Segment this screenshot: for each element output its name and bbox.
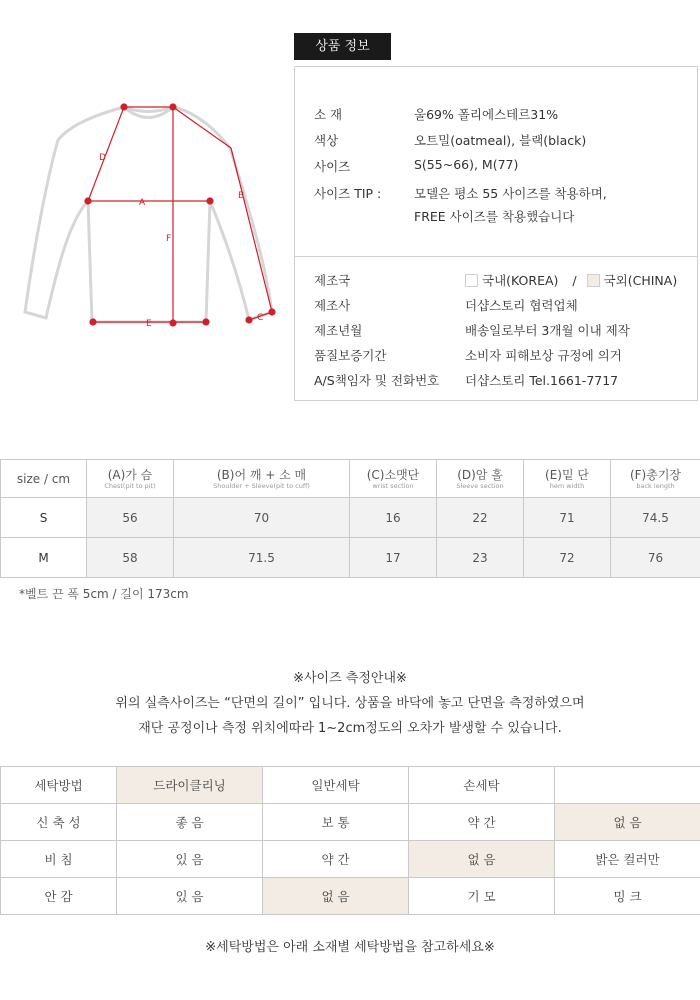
size-table xyxy=(0,459,700,578)
wash-cell: 비 침 xyxy=(1,841,117,878)
table-row xyxy=(1,767,700,804)
wash-footer: ※세탁방법은 아래 소재별 세탁방법을 참고하세요※ xyxy=(205,940,495,955)
info-value-size-tip: 모델은 평소 55 사이즈를 착용하며, xyxy=(414,186,607,201)
size-header-cell: size / cm xyxy=(1,460,87,498)
size-table-header xyxy=(1,460,700,498)
wash-cell: 기 모 xyxy=(409,878,555,915)
wash-cell: 없 음 xyxy=(555,804,700,841)
product-info-divider xyxy=(294,256,698,257)
wash-cell: 있 음 xyxy=(117,878,263,915)
info-label-color: 색상 xyxy=(314,133,339,148)
info-label-size: 사이즈 xyxy=(314,159,351,174)
wash-table xyxy=(0,766,700,915)
info-label-as: A/S책임자 및 전화번호 xyxy=(314,373,440,388)
china-checkbox xyxy=(587,274,600,287)
info-value-country xyxy=(465,271,677,289)
label-a: A xyxy=(139,198,146,208)
measure-lines xyxy=(85,104,275,326)
size-cell: M xyxy=(1,538,87,578)
sweater-diagram xyxy=(20,95,285,335)
size-cell: 74.5 xyxy=(611,498,700,538)
size-cell: 58 xyxy=(87,538,174,578)
wash-cell: 약 간 xyxy=(409,804,555,841)
size-header-cell: (A)가 슴 Chest(pit to pit) xyxy=(87,460,174,498)
size-cell: S xyxy=(1,498,87,538)
size-cell: 17 xyxy=(350,538,437,578)
wash-cell: 있 음 xyxy=(117,841,263,878)
wash-cell: 일반세탁 xyxy=(263,767,409,804)
table-row xyxy=(1,804,700,841)
wash-cell: 없 음 xyxy=(263,878,409,915)
guide-line-1: 위의 실측사이즈는 “단면의 길이” 입니다. 상품을 바닥에 놓고 단면을 측정하였으며 xyxy=(115,696,585,711)
size-cell: 72 xyxy=(524,538,611,578)
size-cell: 22 xyxy=(437,498,524,538)
wash-cell: 좋 음 xyxy=(117,804,263,841)
wash-cell: 없 음 xyxy=(409,841,555,878)
size-cell: 71.5 xyxy=(174,538,350,578)
table-row xyxy=(1,498,700,538)
wash-cell: 밍 크 xyxy=(555,878,700,915)
info-label-date: 제조년월 xyxy=(314,323,363,338)
info-value-size: S(55~66), M(77) xyxy=(414,157,519,172)
wash-cell: 보 통 xyxy=(263,804,409,841)
info-label-country: 제조국 xyxy=(314,273,351,288)
sweater-outline xyxy=(25,107,272,322)
korea-checkbox xyxy=(465,274,478,287)
size-cell: 23 xyxy=(437,538,524,578)
country-korea: 국내(KOREA) xyxy=(482,273,559,288)
wash-cell: 안 감 xyxy=(1,878,117,915)
size-cell: 71 xyxy=(524,498,611,538)
info-value-size-tip-2: FREE 사이즈를 착용했습니다 xyxy=(414,209,575,224)
country-separator: / xyxy=(572,273,577,288)
size-header-cell: (D)암 홀 Sleeve section xyxy=(437,460,524,498)
size-cell: 56 xyxy=(87,498,174,538)
wash-cell: 손세탁 xyxy=(409,767,555,804)
wash-cell: 세탁방법 xyxy=(1,767,117,804)
size-cell: 76 xyxy=(611,538,700,578)
country-china: 국외(CHINA) xyxy=(603,273,678,288)
size-cell: 70 xyxy=(174,498,350,538)
label-f: F xyxy=(166,234,172,244)
table-row xyxy=(1,538,700,578)
label-d: D xyxy=(99,153,106,163)
table-row xyxy=(1,841,700,878)
info-label-maker: 제조사 xyxy=(314,298,351,313)
info-value-date: 배송일로부터 3개월 이내 제작 xyxy=(465,323,630,338)
size-header-cell: (E)밑 단 hem width xyxy=(524,460,611,498)
size-cell: 16 xyxy=(350,498,437,538)
info-label-warranty: 품질보증기간 xyxy=(314,348,387,363)
info-value-material: 울69% 폴리에스테르31% xyxy=(414,107,559,122)
belt-note: *벨트 끈 폭 5cm / 길이 173cm xyxy=(19,587,189,601)
guide-line-2: 재단 공정이나 측정 위치에따라 1~2cm정도의 오차가 발생할 수 있습니다. xyxy=(138,721,562,736)
size-header-cell: (F)총기장 back length xyxy=(611,460,700,498)
info-label-size-tip: 사이즈 TIP : xyxy=(314,186,382,201)
size-header-cell: (B)어 깨 + 소 매 Shoulder + Sleeve(pit to cuff) xyxy=(174,460,350,498)
info-value-warranty: 소비자 피해보상 규정에 의거 xyxy=(465,348,622,363)
info-value-as: 더샵스토리 Tel.1661-7717 xyxy=(465,373,619,388)
label-c: C xyxy=(257,313,264,323)
wash-cell: 밝은 컬러만 xyxy=(555,841,700,878)
size-header-cell: (C)소맷단 wrist section xyxy=(350,460,437,498)
table-row xyxy=(1,878,700,915)
wash-cell: 드라이클리닝 xyxy=(117,767,263,804)
wash-cell: 신 축 성 xyxy=(1,804,117,841)
wash-cell: 약 간 xyxy=(263,841,409,878)
wash-cell xyxy=(555,767,700,804)
info-label-material: 소 재 xyxy=(314,107,343,122)
product-info-title: 상품 정보 xyxy=(294,33,391,60)
label-e: E xyxy=(146,319,152,329)
info-value-maker: 더샵스토리 협력업체 xyxy=(465,298,578,313)
label-b: B xyxy=(238,191,245,201)
info-value-color: 오트밀(oatmeal), 블랙(black) xyxy=(414,133,587,148)
guide-title: ※사이즈 측정안내※ xyxy=(293,671,407,686)
